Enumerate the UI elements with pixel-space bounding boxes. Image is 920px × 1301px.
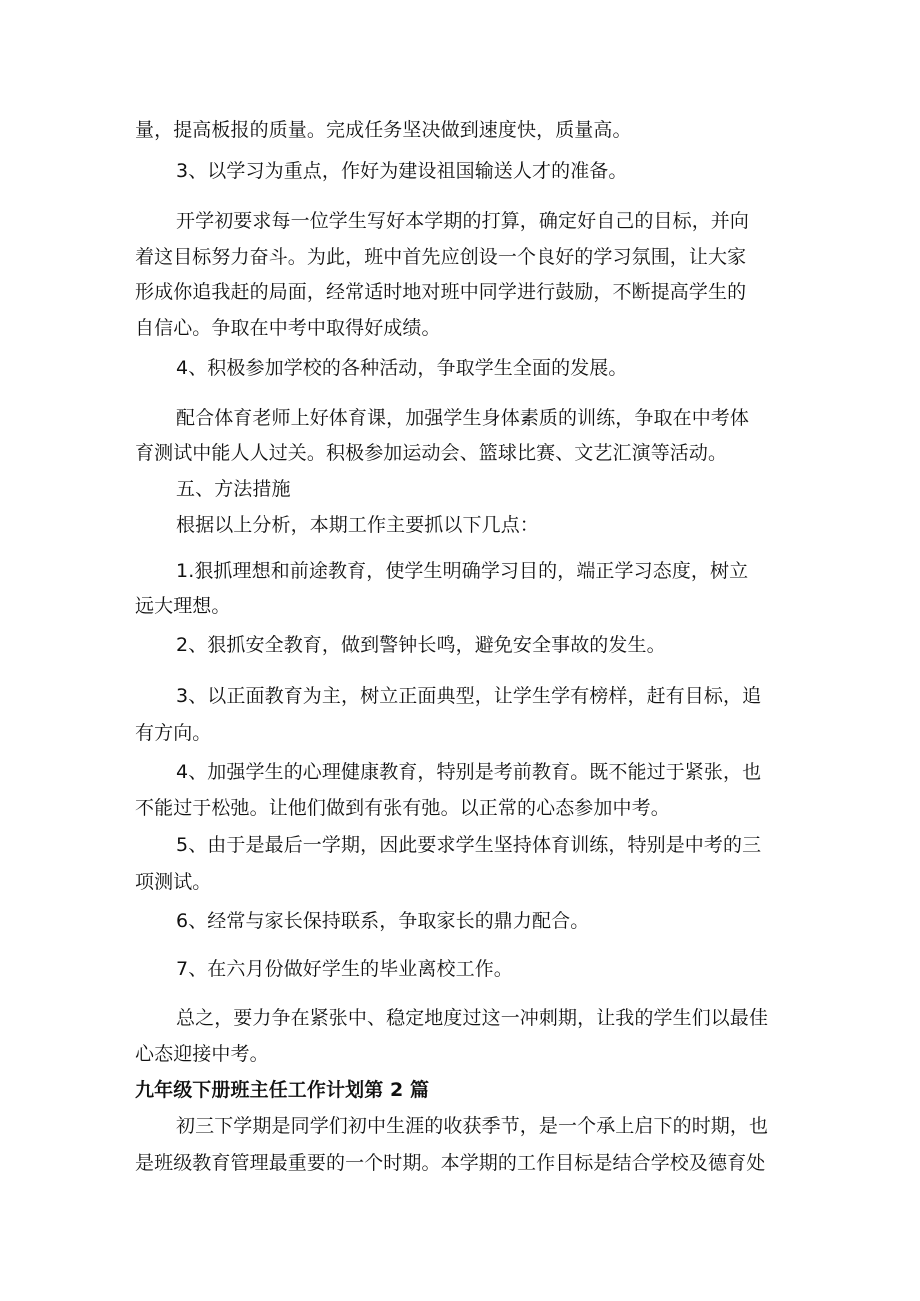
paragraph-line: 3、以正面教育为主，树立正面典型，让学生学有榜样，赶有目标，追 — [176, 685, 762, 707]
paragraph-line: 4、积极参加学校的各种活动，争取学生全面的发展。 — [176, 357, 628, 379]
paragraph-line: 有方向。 — [135, 722, 212, 744]
paragraph-line: 根据以上分析，本期工作主要抓以下几点： — [176, 514, 539, 536]
paragraph-line: 心态迎接中考。 — [135, 1043, 269, 1065]
paragraph-line: 配合体育老师上好体育课，加强学生身体素质的训练，争取在中考体 — [176, 407, 750, 429]
paragraph-line: 3、以学习为重点，作好为建设祖国输送人才的准备。 — [176, 160, 628, 182]
paragraph-line: 育测试中能人人过关。积极参加运动会、篮球比赛、文艺汇演等活动。 — [135, 442, 728, 464]
paragraph-line: 6、经常与家长保持联系，争取家长的鼎力配合。 — [176, 910, 590, 932]
paragraph-line: 初三下学期是同学们初中生涯的收获季节，是一个承上启下的时期，也 — [176, 1115, 769, 1137]
paragraph-line: 是班级教育管理最重要的一个时期。本学期的工作目标是结合学校及德育处 — [135, 1152, 766, 1174]
paragraph-line: 形成你追我赶的局面，经常适时地对班中同学进行鼓励，不断提高学生的 — [135, 281, 747, 303]
paragraph-line: 量，提高板报的质量。完成任务坚决做到速度快，质量高。 — [135, 119, 632, 141]
paragraph-line: 不能过于松弛。让他们做到有张有弛。以正常的心态参加中考。 — [135, 797, 670, 819]
section-heading: 五、方法措施 — [176, 478, 291, 500]
paragraph-line: 自信心。争取在中考中取得好成绩。 — [135, 317, 441, 339]
paragraph-line: 总之，要力争在紧张中、稳定地度过这一冲刺期，让我的学生们以最佳 — [176, 1007, 769, 1029]
paragraph-line: 开学初要求每一位学生写好本学期的打算，确定好自己的目标，并向 — [176, 210, 750, 232]
paragraph-line: 2、狠抓安全教育，做到警钟长鸣，避免安全事故的发生。 — [176, 634, 666, 656]
paragraph-line: 远大理想。 — [135, 595, 231, 617]
section-title: 九年级下册班主任工作计划第 2 篇 — [135, 1079, 430, 1101]
paragraph-line: 1.狠抓理想和前途教育，使学生明确学习目的，端正学习态度，树立 — [176, 560, 749, 582]
paragraph-line: 项测试。 — [135, 871, 212, 893]
paragraph-line: 4、加强学生的心理健康教育，特别是考前教育。既不能过于紧张，也 — [176, 761, 762, 783]
paragraph-line: 7、在六月份做好学生的毕业离校工作。 — [176, 958, 513, 980]
paragraph-line: 着这目标努力奋斗。为此，班中首先应创设一个良好的学习氛围，让大家 — [135, 246, 747, 268]
paragraph-line: 5、由于是最后一学期，因此要求学生坚持体育训练，特别是中考的三 — [176, 834, 762, 856]
